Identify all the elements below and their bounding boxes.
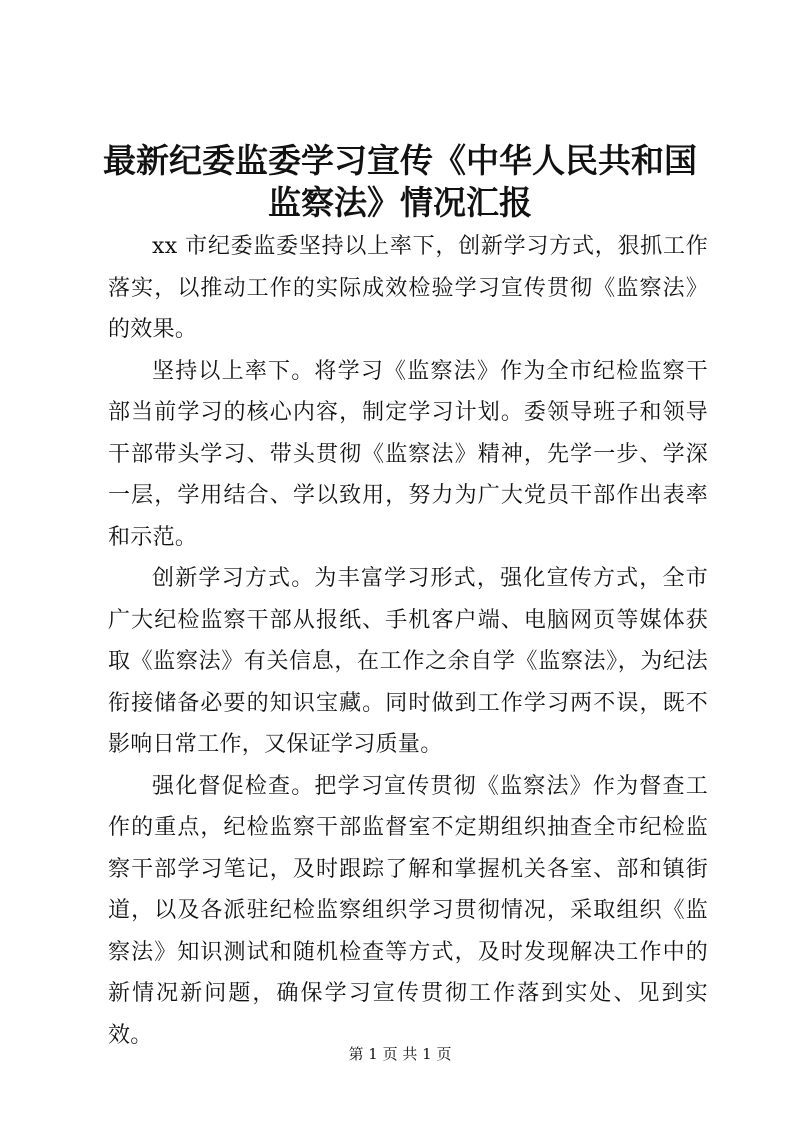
document-title: 最新纪委监委学习宣传《中华人民共和国监察法》情况汇报 bbox=[103, 141, 697, 222]
page-footer: 第 1 页 共 1 页 bbox=[348, 1045, 452, 1063]
document-body bbox=[108, 226, 708, 1056]
paragraph-supervision: 强化督促检查。把学习宣传贯彻《监察法》作为督查工作的重点，纪检监察干部监督室不定期组织抽查全市纪检监察干部学习笔记，及时跟踪了解和掌握机关各室、部和镇街道，以及各派驻纪检监察组织学习贯彻情况，采取组织《监察法》知识测试和随机检查等方式，及时发现解决工作中的新情况新问题，确保学习宣传贯彻工作落到实处、见到实效。 bbox=[108, 773, 708, 1048]
paragraph-lead-by-example: 坚持以上率下。将学习《监察法》作为全市纪检监察干部当前学习的核心内容，制定学习计划。委领导班子和领导干部带头学习、带头贯彻《监察法》精神，先学一步、学深一层，学用结合、学以致用，努力为广大党员干部作出表率和示范。 bbox=[108, 358, 708, 550]
paragraph-intro: xx 市纪委监委坚持以上率下，创新学习方式，狠抓工作落实，以推动工作的实际成效检验学习宣传贯彻《监察法》的效果。 bbox=[108, 234, 708, 342]
paragraph-innovate-learning: 创新学习方式。为丰富学习形式，强化宣传方式，全市广大纪检监察干部从报纸、手机客户端、电脑网页等媒体获取《监察法》有关信息，在工作之余自学《监察法》，为纪法衔接储备必要的知识宝藏。同时做到工作学习两不误，既不影响日常工作，又保证学习质量。 bbox=[108, 566, 708, 757]
